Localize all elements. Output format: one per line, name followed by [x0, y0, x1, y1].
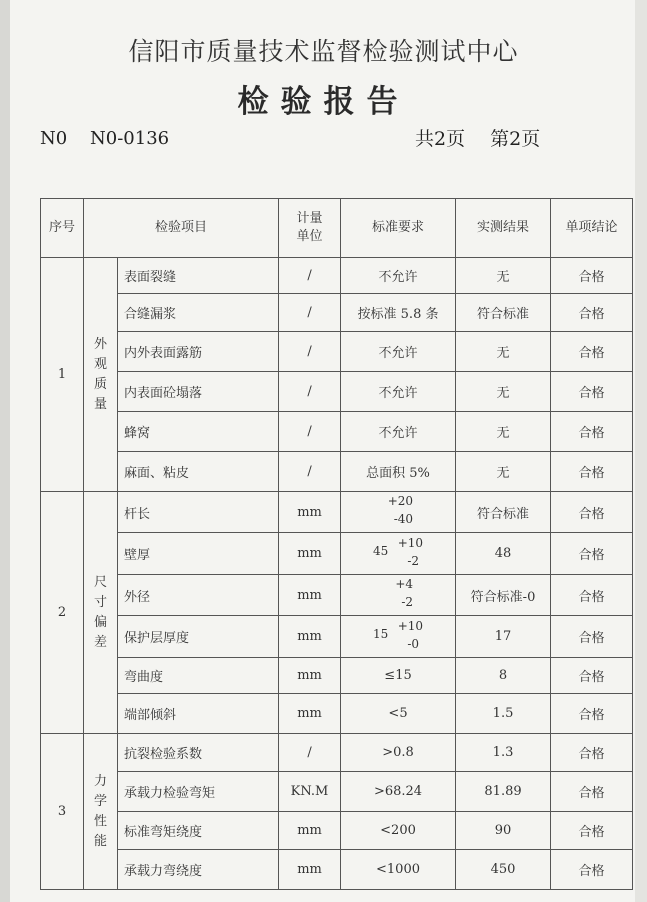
item-cell: 内外表面露筋 — [118, 332, 279, 372]
unit-cell: / — [279, 452, 341, 492]
unit-cell: mm — [279, 812, 341, 850]
result-cell: 48 — [456, 533, 551, 575]
requirement-cell: 不允许 — [341, 332, 456, 372]
unit-cell: mm — [279, 850, 341, 890]
col-header-seq: 序号 — [41, 199, 84, 258]
item-cell: 麻面、粘皮 — [118, 452, 279, 492]
result-cell: 无 — [456, 258, 551, 294]
conclusion-cell: 合格 — [551, 850, 633, 890]
table-row — [41, 412, 633, 452]
conclusion-cell: 合格 — [551, 372, 633, 412]
result-cell: 无 — [456, 332, 551, 372]
item-cell: 弯曲度 — [118, 658, 279, 694]
table-row — [41, 658, 633, 694]
item-cell: 内表面砼塌落 — [118, 372, 279, 412]
unit-cell: / — [279, 372, 341, 412]
col-header-item: 检验项目 — [84, 199, 279, 258]
col-header-conclusion: 单项结论 — [551, 199, 633, 258]
table-row — [41, 452, 633, 492]
table-row — [41, 772, 633, 812]
result-cell: 1.3 — [456, 734, 551, 772]
conclusion-cell: 合格 — [551, 812, 633, 850]
item-cell: 蜂窝 — [118, 412, 279, 452]
unit-cell: KN.M — [279, 772, 341, 812]
table-row — [41, 332, 633, 372]
conclusion-cell: 合格 — [551, 658, 633, 694]
requirement-cell: 不允许 — [341, 372, 456, 412]
result-cell: 8 — [456, 658, 551, 694]
result-cell: 符合标准-0 — [456, 575, 551, 616]
conclusion-cell: 合格 — [551, 332, 633, 372]
item-cell: 表面裂缝 — [118, 258, 279, 294]
result-cell: 符合标准 — [456, 294, 551, 332]
inspection-table — [40, 198, 633, 890]
page-count: 共2页 第2页 — [415, 128, 541, 150]
item-cell: 承载力检验弯矩 — [118, 772, 279, 812]
group-seq: 3 — [41, 734, 84, 890]
result-cell: 无 — [456, 412, 551, 452]
table-row — [41, 734, 633, 772]
table-row — [41, 694, 633, 734]
requirement-cell: >0.8 — [341, 734, 456, 772]
conclusion-cell: 合格 — [551, 452, 633, 492]
report-number: N0-0136 — [90, 128, 170, 149]
item-cell: 壁厚 — [118, 533, 279, 575]
conclusion-cell: 合格 — [551, 533, 633, 575]
item-cell: 端部倾斜 — [118, 694, 279, 734]
unit-cell: mm — [279, 658, 341, 694]
unit-cell: mm — [279, 492, 341, 533]
group-name: 力学性能 — [84, 734, 118, 890]
organization-name: 信阳市质量技术监督检验测试中心 — [128, 37, 519, 66]
report-title: 检验报告 — [237, 84, 410, 120]
unit-cell: / — [279, 294, 341, 332]
conclusion-cell: 合格 — [551, 772, 633, 812]
requirement-cell: <1000 — [341, 850, 456, 890]
requirement-cell: 15 +10 -0 — [341, 616, 456, 658]
unit-cell: / — [279, 734, 341, 772]
group-name: 外观质量 — [84, 258, 118, 492]
table-row — [41, 616, 633, 658]
table-row — [41, 492, 633, 533]
requirement-cell: +20 -40 — [341, 492, 456, 533]
result-cell: 17 — [456, 616, 551, 658]
table-header-row — [41, 199, 633, 258]
result-cell: 符合标准 — [456, 492, 551, 533]
conclusion-cell: 合格 — [551, 294, 633, 332]
unit-cell: mm — [279, 575, 341, 616]
table-row — [41, 294, 633, 332]
table-row — [41, 533, 633, 575]
conclusion-cell: 合格 — [551, 412, 633, 452]
col-header-requirement: 标准要求 — [341, 199, 456, 258]
requirement-cell: <200 — [341, 812, 456, 850]
unit-cell: / — [279, 332, 341, 372]
requirement-cell: 不允许 — [341, 258, 456, 294]
requirement-cell: 按标准 5.8 条 — [341, 294, 456, 332]
item-cell: 标准弯矩绕度 — [118, 812, 279, 850]
group-seq: 2 — [41, 492, 84, 734]
table-row — [41, 372, 633, 412]
result-cell: 90 — [456, 812, 551, 850]
scan-left-edge — [0, 0, 10, 902]
report-number-label: N0 — [40, 128, 68, 149]
scan-right-edge — [635, 0, 647, 902]
unit-cell: mm — [279, 694, 341, 734]
item-cell: 杆长 — [118, 492, 279, 533]
col-header-result: 实测结果 — [456, 199, 551, 258]
unit-cell: mm — [279, 616, 341, 658]
table-row — [41, 258, 633, 294]
item-cell: 承载力弯绕度 — [118, 850, 279, 890]
conclusion-cell: 合格 — [551, 734, 633, 772]
group-name: 尺寸偏差 — [84, 492, 118, 734]
col-header-unit: 计量单位 — [279, 199, 341, 258]
requirement-cell: >68.24 — [341, 772, 456, 812]
group-seq: 1 — [41, 258, 84, 492]
item-cell: 抗裂检验系数 — [118, 734, 279, 772]
requirement-cell: 不允许 — [341, 412, 456, 452]
unit-cell: / — [279, 258, 341, 294]
item-cell: 合缝漏浆 — [118, 294, 279, 332]
requirement-cell: 总面积 5% — [341, 452, 456, 492]
requirement-cell: ≤15 — [341, 658, 456, 694]
conclusion-cell: 合格 — [551, 694, 633, 734]
result-cell: 81.89 — [456, 772, 551, 812]
result-cell: 无 — [456, 372, 551, 412]
unit-cell: / — [279, 412, 341, 452]
requirement-cell: +4 -2 — [341, 575, 456, 616]
result-cell: 450 — [456, 850, 551, 890]
result-cell: 1.5 — [456, 694, 551, 734]
unit-cell: mm — [279, 533, 341, 575]
conclusion-cell: 合格 — [551, 575, 633, 616]
requirement-cell: 45 +10 -2 — [341, 533, 456, 575]
table-row — [41, 850, 633, 890]
table-row — [41, 575, 633, 616]
item-cell: 保护层厚度 — [118, 616, 279, 658]
conclusion-cell: 合格 — [551, 258, 633, 294]
conclusion-cell: 合格 — [551, 492, 633, 533]
item-cell: 外径 — [118, 575, 279, 616]
result-cell: 无 — [456, 452, 551, 492]
conclusion-cell: 合格 — [551, 616, 633, 658]
requirement-cell: <5 — [341, 694, 456, 734]
table-row — [41, 812, 633, 850]
